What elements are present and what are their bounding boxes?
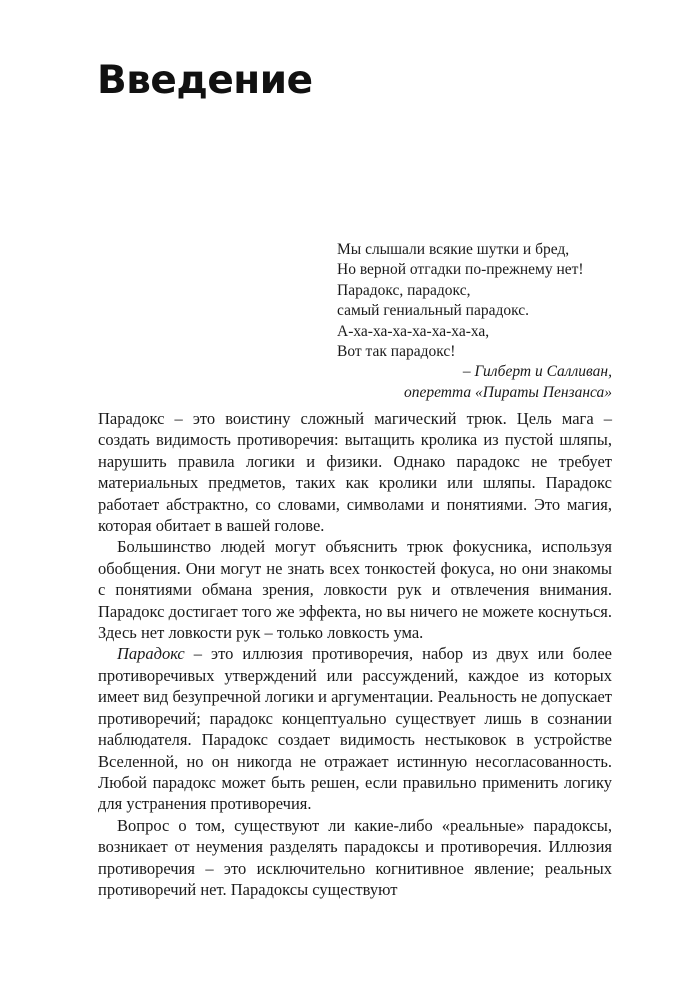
epigraph-line: Но верной отгадки по-прежнему нет!	[337, 261, 584, 279]
defined-term: Парадокс	[117, 644, 185, 664]
paragraph: Большинство людей могут объяснить трюк фокусника, используя обобщения. Они могут не знать всех тонкостей фокуса, но они знакомы с понятиями обмана зрения, ловкости рук и отвлечения внимания. Парадокс достигает того же эффекта, но вы ничего не можете коснуться. Здесь нет ловкости рук – только ловкость ума.	[98, 537, 612, 643]
epigraph-line: самый гениальный парадокс.	[337, 302, 530, 320]
paragraph: Вопрос о том, существуют ли какие-либо «реальные» парадоксы, возникает от неумения разделять парадоксы и противоречия. Иллюзия противоречия – это исключительно когнитивное явление; реальных противоречий нет. Парадоксы существуют	[98, 815, 612, 899]
paragraph	[98, 643, 612, 814]
epigraph-line: А-ха-ха-ха-ха-ха-ха-ха,	[337, 322, 490, 340]
epigraph-line: Вот так парадокс!	[337, 343, 456, 361]
paragraph: Парадокс – это воистину сложный магический трюк. Цель мага – создать видимость противоречия: вытащить кролика из пустой шляпы, нарушить правила логики и физики. Однако парадокс не требует материальных предметов, таких как кролики или шляпы. Парадокс работает абстрактно, со словами, символами и понятиями. Это магия, которая обитает в вашей голове.	[98, 409, 612, 536]
epigraph-line: Мы слышали всякие шутки и бред,	[337, 241, 570, 258]
epigraph-author: – Гилберт и Салливан,	[462, 363, 612, 381]
chapter-title: Введение	[97, 58, 313, 103]
body-text	[98, 408, 612, 900]
epigraph	[337, 240, 612, 403]
epigraph-source: оперетта «Пираты Пензанса»	[404, 383, 612, 401]
paragraph-text: – это иллюзия противоречия, набор из двух или более противоречивых утверждений или рассуждений, каждое из которых имеет вид безупречной логики и аргументации. Реальность не допускает противоречий; парадокс концептуально существует лишь в сознании наблюдателя. Парадокс создает видимость нестыковок в устройстве Вселенной, но он никогда не отражает истинную несогласованность. Любой парадокс может быть решен, если правильно применить логику для устранения противоречия.	[98, 644, 612, 814]
epigraph-line: Парадокс, парадокс,	[337, 281, 471, 299]
